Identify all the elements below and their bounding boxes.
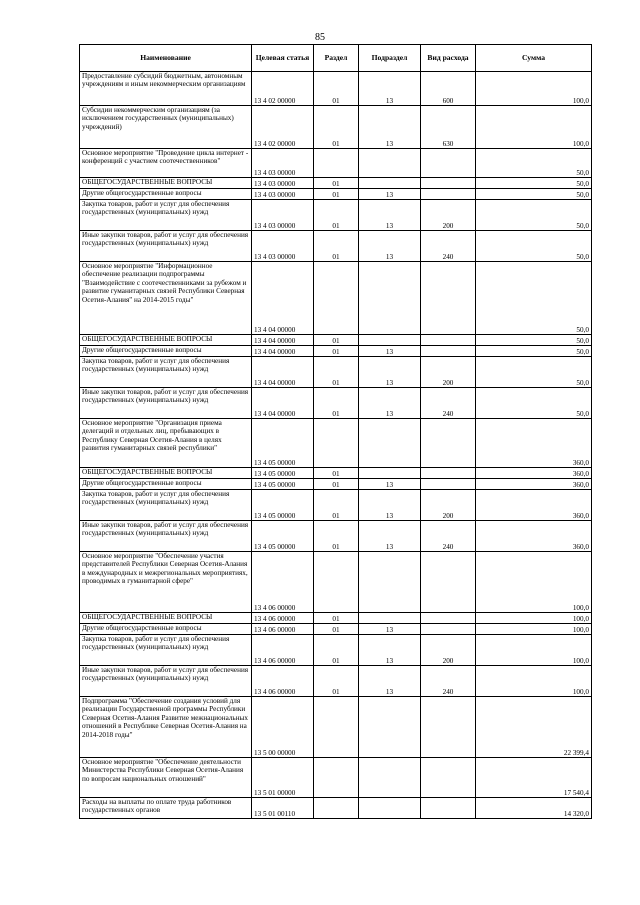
- cell-kind: 240: [421, 521, 476, 552]
- cell-kind: [421, 613, 476, 624]
- cell-sum: 50,0: [476, 149, 592, 178]
- table-row: [80, 758, 592, 798]
- table-row: [80, 479, 592, 490]
- cell-section: 01: [314, 624, 359, 635]
- cell-code: 13 5 00 00000: [252, 697, 314, 758]
- cell-name: Иные закупки товаров, работ и услуг для обеспечения государственных (муниципальных) нужд: [80, 231, 252, 262]
- table-row: [80, 490, 592, 521]
- cell-name: Основное мероприятие "Проведение цикла интернет - конференций с участием соотечественников": [80, 149, 252, 178]
- cell-kind: 200: [421, 357, 476, 388]
- cell-code: 13 4 05 00000: [252, 490, 314, 521]
- cell-sum: 100,0: [476, 666, 592, 697]
- cell-subsection: 13: [359, 521, 421, 552]
- cell-sum: 50,0: [476, 262, 592, 335]
- cell-name: Другие общегосударственные вопросы: [80, 189, 252, 200]
- cell-sum: 50,0: [476, 357, 592, 388]
- cell-subsection: 13: [359, 231, 421, 262]
- cell-name: ОБЩЕГОСУДАРСТВЕННЫЕ ВОПРОСЫ: [80, 335, 252, 346]
- header-code: Целевая статья: [252, 45, 314, 72]
- cell-code: 13 4 04 00000: [252, 262, 314, 335]
- table-header-row: [80, 45, 592, 72]
- cell-sum: 50,0: [476, 346, 592, 357]
- cell-subsection: [359, 697, 421, 758]
- cell-kind: [421, 479, 476, 490]
- cell-name: Иные закупки товаров, работ и услуг для обеспечения государственных (муниципальных) нужд: [80, 521, 252, 552]
- cell-subsection: [359, 262, 421, 335]
- cell-kind: [421, 178, 476, 189]
- cell-kind: 200: [421, 635, 476, 666]
- cell-sum: 100,0: [476, 613, 592, 624]
- cell-kind: 200: [421, 200, 476, 231]
- cell-name: Закупка товаров, работ и услуг для обеспечения государственных (муниципальных) нужд: [80, 490, 252, 521]
- cell-kind: [421, 758, 476, 798]
- cell-code: 13 4 03 00000: [252, 189, 314, 200]
- cell-sum: 50,0: [476, 178, 592, 189]
- cell-sum: 50,0: [476, 200, 592, 231]
- cell-kind: [421, 697, 476, 758]
- cell-name: Предоставление субсидий бюджетным, автономным учреждениям и иным некоммерческим организациям: [80, 72, 252, 106]
- cell-subsection: 13: [359, 72, 421, 106]
- table-row: [80, 200, 592, 231]
- cell-sum: 360,0: [476, 419, 592, 468]
- table-row: [80, 72, 592, 106]
- budget-table: [79, 44, 592, 819]
- cell-section: [314, 697, 359, 758]
- table-row: [80, 552, 592, 613]
- cell-kind: [421, 419, 476, 468]
- cell-section: 01: [314, 388, 359, 419]
- cell-section: 01: [314, 346, 359, 357]
- cell-sum: 360,0: [476, 468, 592, 479]
- cell-section: [314, 798, 359, 819]
- table-row: [80, 798, 592, 819]
- cell-subsection: [359, 419, 421, 468]
- header-sum: Сумма: [476, 45, 592, 72]
- cell-code: 13 4 05 00000: [252, 419, 314, 468]
- cell-name: Иные закупки товаров, работ и услуг для обеспечения государственных (муниципальных) нужд: [80, 666, 252, 697]
- cell-section: 01: [314, 357, 359, 388]
- table-row: [80, 666, 592, 697]
- cell-section: 01: [314, 231, 359, 262]
- table-row: [80, 388, 592, 419]
- cell-code: 13 4 03 00000: [252, 178, 314, 189]
- cell-section: [314, 552, 359, 613]
- header-subsection: Подраздел: [359, 45, 421, 72]
- table-row: [80, 613, 592, 624]
- cell-subsection: [359, 798, 421, 819]
- cell-kind: 630: [421, 106, 476, 149]
- cell-kind: [421, 149, 476, 178]
- table-row: [80, 419, 592, 468]
- cell-section: 01: [314, 106, 359, 149]
- cell-name: Основное мероприятие "Организация приема делегаций и отдельных лиц, пребывающих в Республику Северная Осетия-Алания в целях развития гуманитарных связей республики": [80, 419, 252, 468]
- cell-sum: 14 320,0: [476, 798, 592, 819]
- cell-sum: 360,0: [476, 479, 592, 490]
- cell-section: 01: [314, 335, 359, 346]
- cell-sum: 50,0: [476, 335, 592, 346]
- cell-name: Иные закупки товаров, работ и услуг для обеспечения государственных (муниципальных) нужд: [80, 388, 252, 419]
- cell-name: Закупка товаров, работ и услуг для обеспечения государственных (муниципальных) нужд: [80, 357, 252, 388]
- cell-code: 13 4 05 00000: [252, 479, 314, 490]
- header-section: Раздел: [314, 45, 359, 72]
- cell-name: Расходы на выплаты по оплате труда работников государственных органов: [80, 798, 252, 819]
- cell-subsection: [359, 149, 421, 178]
- cell-kind: [421, 346, 476, 357]
- cell-code: 13 4 04 00000: [252, 357, 314, 388]
- cell-code: 13 4 02 00000: [252, 72, 314, 106]
- cell-section: 01: [314, 468, 359, 479]
- cell-section: 01: [314, 635, 359, 666]
- table-row: [80, 697, 592, 758]
- table-row: [80, 106, 592, 149]
- cell-code: 13 4 04 00000: [252, 346, 314, 357]
- cell-kind: [421, 468, 476, 479]
- cell-subsection: 13: [359, 624, 421, 635]
- cell-code: 13 5 01 00000: [252, 758, 314, 798]
- table-row: [80, 521, 592, 552]
- cell-code: 13 4 06 00000: [252, 613, 314, 624]
- cell-sum: 50,0: [476, 189, 592, 200]
- cell-sum: 100,0: [476, 635, 592, 666]
- table-row: [80, 189, 592, 200]
- cell-section: 01: [314, 521, 359, 552]
- cell-subsection: 13: [359, 106, 421, 149]
- cell-code: 13 4 03 00000: [252, 231, 314, 262]
- cell-sum: 360,0: [476, 521, 592, 552]
- cell-subsection: 13: [359, 635, 421, 666]
- table-row: [80, 335, 592, 346]
- cell-code: 13 4 04 00000: [252, 335, 314, 346]
- cell-kind: [421, 552, 476, 613]
- cell-subsection: [359, 468, 421, 479]
- cell-name: Основное мероприятие "Обеспечение участия представителей Республики Северная Осетия-Алания в международных и межрегиональных мероприятиях, проводимых в гуманитарной сфере": [80, 552, 252, 613]
- cell-subsection: 13: [359, 388, 421, 419]
- cell-subsection: 13: [359, 189, 421, 200]
- cell-sum: 100,0: [476, 624, 592, 635]
- cell-code: 13 4 05 00000: [252, 521, 314, 552]
- cell-code: 13 4 05 00000: [252, 468, 314, 479]
- cell-name: Закупка товаров, работ и услуг для обеспечения государственных (муниципальных) нужд: [80, 635, 252, 666]
- cell-name: ОБЩЕГОСУДАРСТВЕННЫЕ ВОПРОСЫ: [80, 613, 252, 624]
- cell-kind: 240: [421, 231, 476, 262]
- cell-name: Другие общегосударственные вопросы: [80, 346, 252, 357]
- cell-subsection: 13: [359, 479, 421, 490]
- cell-subsection: [359, 758, 421, 798]
- cell-kind: [421, 624, 476, 635]
- cell-kind: [421, 798, 476, 819]
- cell-subsection: 13: [359, 490, 421, 521]
- cell-kind: [421, 335, 476, 346]
- cell-name: Другие общегосударственные вопросы: [80, 479, 252, 490]
- cell-section: 01: [314, 189, 359, 200]
- cell-code: 13 4 02 00000: [252, 106, 314, 149]
- cell-section: 01: [314, 200, 359, 231]
- cell-subsection: [359, 335, 421, 346]
- table-row: [80, 635, 592, 666]
- cell-name: Основное мероприятие "Информационное обеспечение реализации подпрограммы "Взаимодействие с соотечественниками за рубежом и развитие гуманитарных связей Республики Северная Осетия-Алания" на 2014-2015 годы": [80, 262, 252, 335]
- cell-sum: 100,0: [476, 106, 592, 149]
- cell-subsection: [359, 178, 421, 189]
- cell-name: Закупка товаров, работ и услуг для обеспечения государственных (муниципальных) нужд: [80, 200, 252, 231]
- cell-kind: 240: [421, 388, 476, 419]
- table-row: [80, 231, 592, 262]
- cell-subsection: 13: [359, 357, 421, 388]
- cell-subsection: 13: [359, 200, 421, 231]
- cell-kind: [421, 262, 476, 335]
- cell-code: 13 4 06 00000: [252, 552, 314, 613]
- cell-section: 01: [314, 666, 359, 697]
- table-row: [80, 624, 592, 635]
- cell-name: ОБЩЕГОСУДАРСТВЕННЫЕ ВОПРОСЫ: [80, 468, 252, 479]
- table-row: [80, 468, 592, 479]
- cell-code: 13 4 06 00000: [252, 624, 314, 635]
- cell-code: 13 5 01 00110: [252, 798, 314, 819]
- cell-section: [314, 262, 359, 335]
- cell-section: 01: [314, 178, 359, 189]
- cell-name: ОБЩЕГОСУДАРСТВЕННЫЕ ВОПРОСЫ: [80, 178, 252, 189]
- cell-subsection: 13: [359, 346, 421, 357]
- cell-name: Основное мероприятие "Обеспечение деятельности Министерства Республики Северная Осетия-Алания по вопросам национальных отношений": [80, 758, 252, 798]
- table-row: [80, 262, 592, 335]
- cell-sum: 360,0: [476, 490, 592, 521]
- cell-name: Субсидии некоммерческим организациям (за исключением государственных (муниципальных) учреждений): [80, 106, 252, 149]
- cell-sum: 50,0: [476, 231, 592, 262]
- cell-subsection: [359, 552, 421, 613]
- cell-code: 13 4 03 00000: [252, 149, 314, 178]
- cell-code: 13 4 04 00000: [252, 388, 314, 419]
- cell-name: Другие общегосударственные вопросы: [80, 624, 252, 635]
- cell-section: 01: [314, 613, 359, 624]
- header-name: Наименование: [80, 45, 252, 72]
- cell-code: 13 4 06 00000: [252, 635, 314, 666]
- cell-sum: 22 399,4: [476, 697, 592, 758]
- cell-section: [314, 758, 359, 798]
- cell-section: [314, 419, 359, 468]
- cell-sum: 100,0: [476, 72, 592, 106]
- cell-code: 13 4 06 00000: [252, 666, 314, 697]
- cell-section: 01: [314, 479, 359, 490]
- page-number: 85: [315, 32, 325, 43]
- table-row: [80, 346, 592, 357]
- table-row: [80, 149, 592, 178]
- cell-code: 13 4 03 00000: [252, 200, 314, 231]
- cell-section: [314, 149, 359, 178]
- cell-sum: 17 540,4: [476, 758, 592, 798]
- cell-subsection: 13: [359, 666, 421, 697]
- cell-kind: 200: [421, 490, 476, 521]
- cell-kind: 600: [421, 72, 476, 106]
- table-row: [80, 178, 592, 189]
- cell-section: 01: [314, 490, 359, 521]
- cell-subsection: [359, 613, 421, 624]
- cell-name: Подпрограмма "Обеспечение создания условий для реализации Государственной программы Республики Северная Осетия-Алания Развитие межнациональных отношений в Республике Северная Осетия-Алания на 2014-2018 годы": [80, 697, 252, 758]
- cell-kind: [421, 189, 476, 200]
- table-row: [80, 357, 592, 388]
- header-kind: Вид расхода: [421, 45, 476, 72]
- cell-kind: 240: [421, 666, 476, 697]
- cell-sum: 100,0: [476, 552, 592, 613]
- cell-sum: 50,0: [476, 388, 592, 419]
- cell-section: 01: [314, 72, 359, 106]
